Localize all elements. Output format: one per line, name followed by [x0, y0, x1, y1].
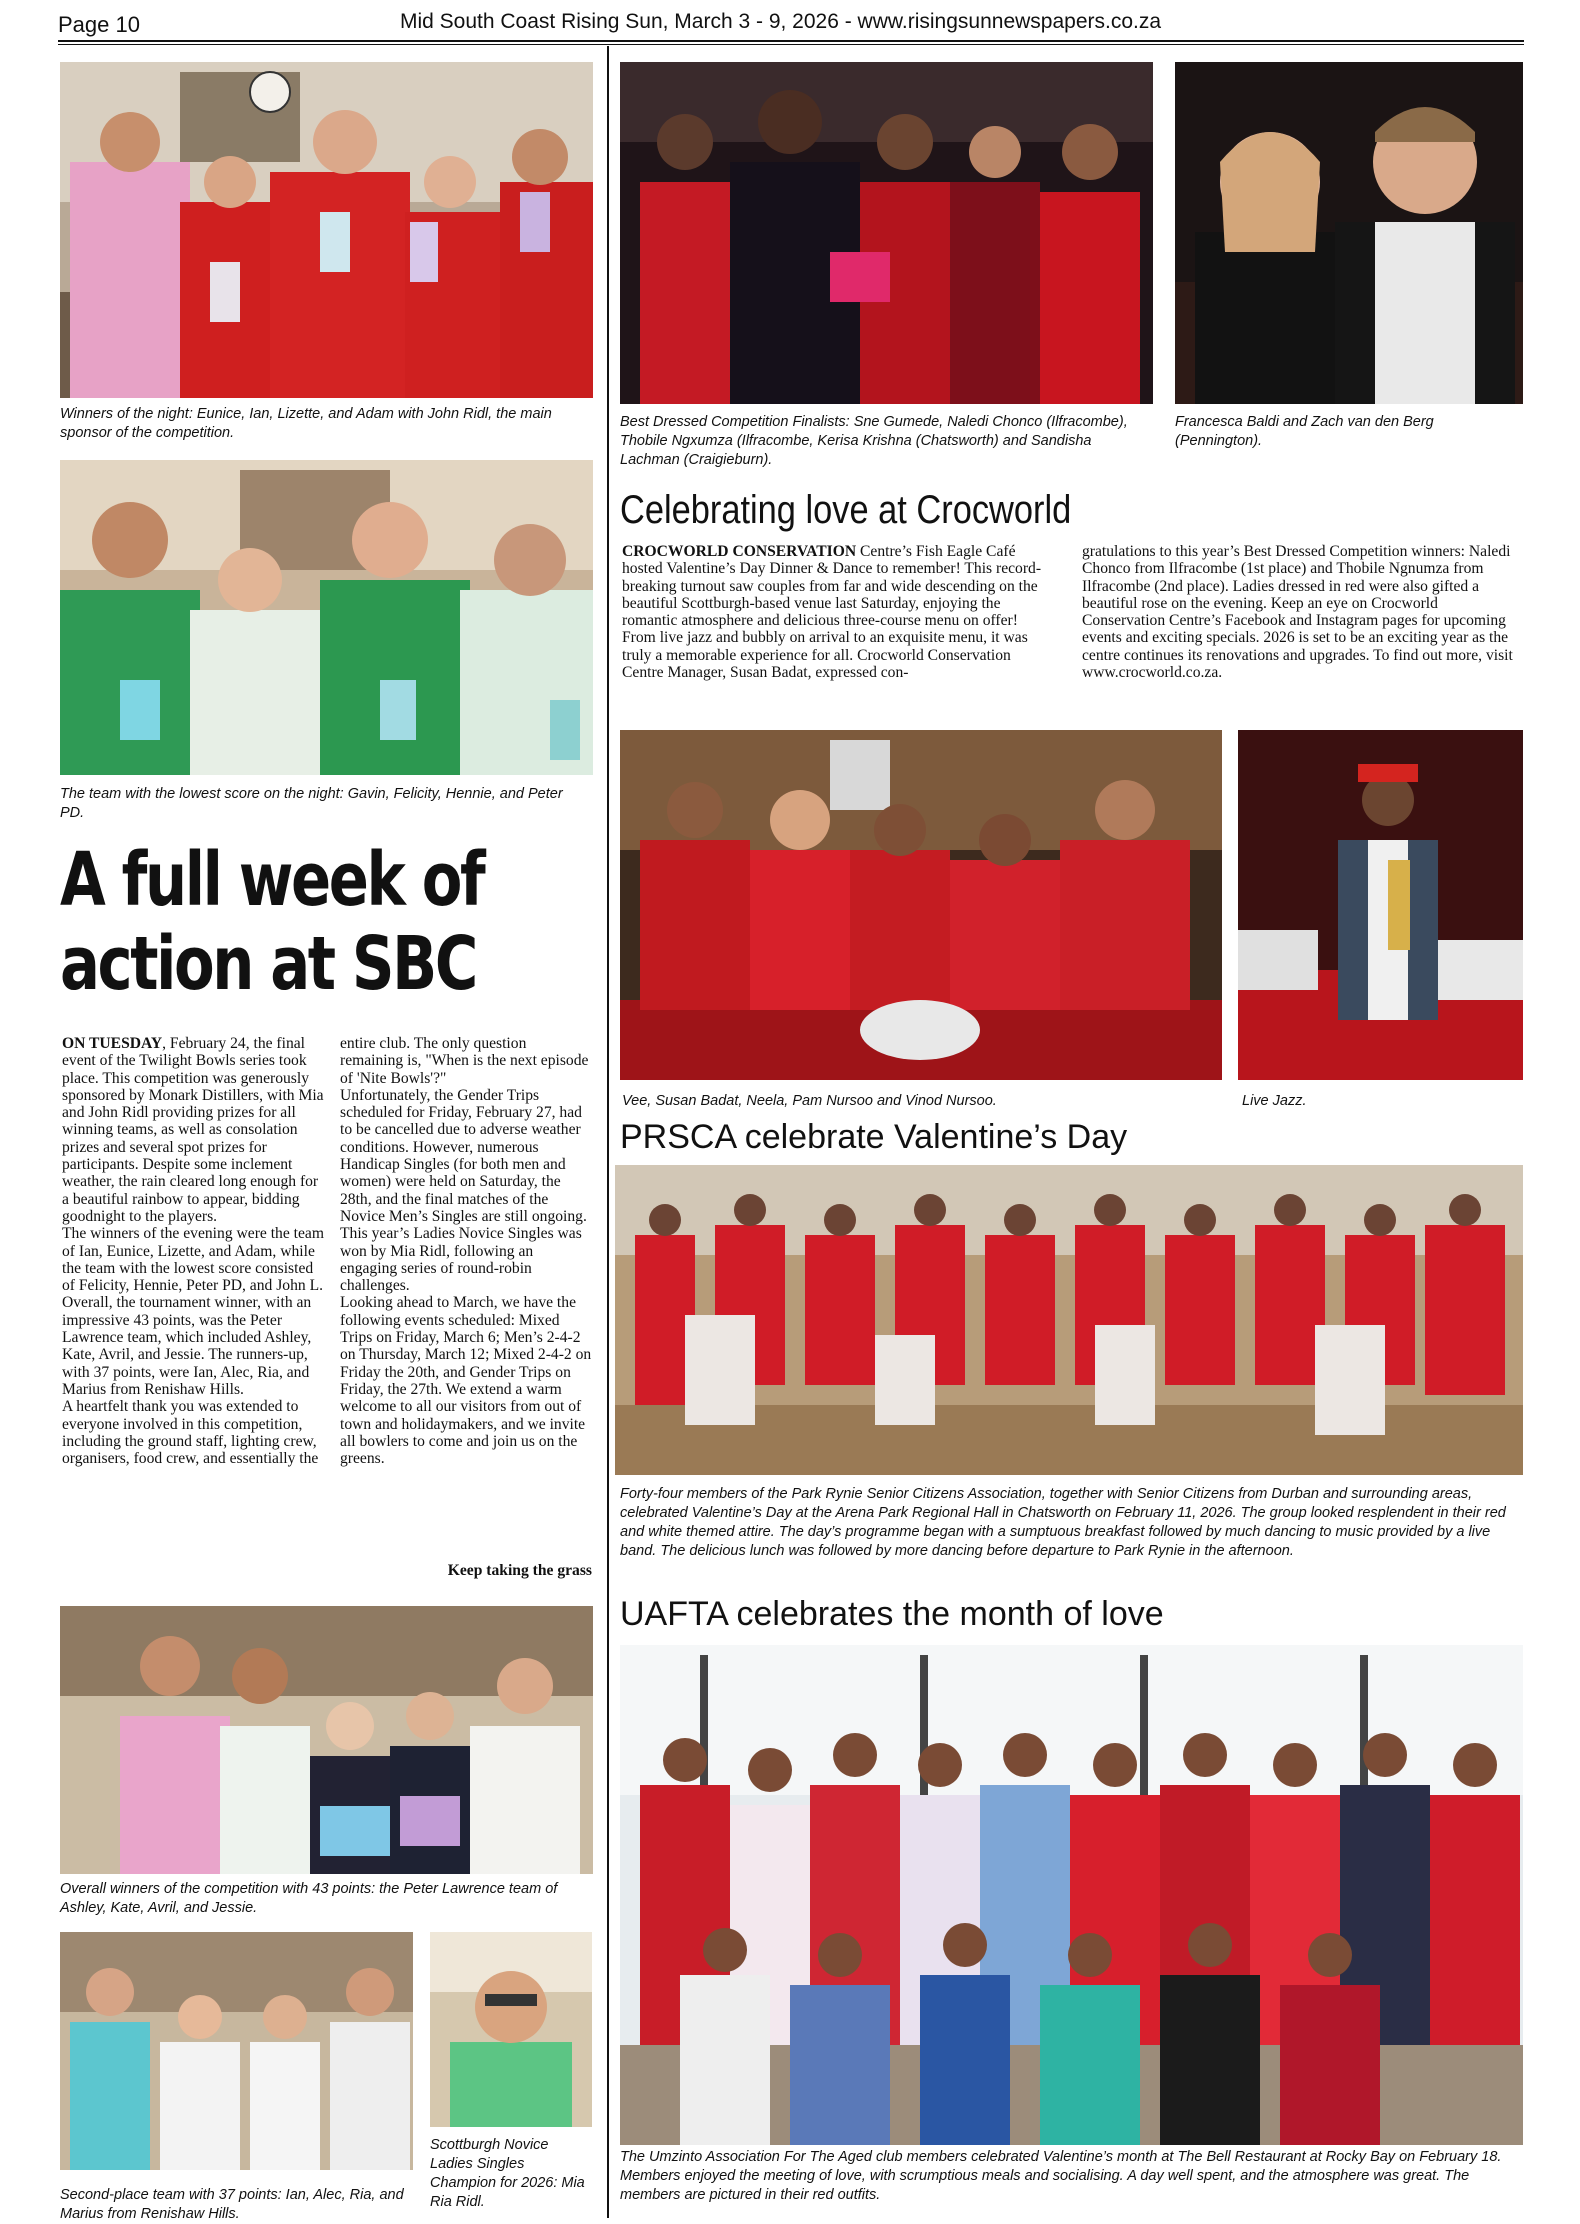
caption-best-dressed-finalists: Best Dressed Competition Finalists: Sne Gumede, Naledi Chonco (Ilfracombe), Thobile Ngxumza (Ilfracombe, Kerisa Krishna (Chatsworth) and Sandisha Lachman (Craigieburn).: [620, 414, 1128, 468]
photo-overall-winners: [60, 1606, 593, 1874]
uafta-headline: UAFTA celebrates the month of love: [620, 1595, 1164, 1633]
sbc-signoff: Keep taking the grass: [447, 1562, 592, 1579]
photo-lowest-score: [60, 460, 593, 775]
caption-mia-ridl: Scottburgh Novice Ladies Singles Champion for 2026: Mia Ria Ridl.: [430, 2137, 585, 2210]
photo-uafta-group: [620, 1645, 1523, 2145]
column-divider: [607, 46, 609, 2218]
caption-prsca: Forty-four members of the Park Rynie Senior Citizens Association, together with Senior Citizens from Durban and surrounding areas, celebrated Valentine’s Day at the Arena Park Regional Hall in Chatsworth on February 11, 2026. The group looked resplendent in their red and white themed attire. The day’s programme began with a sumptuous breakfast followed by much dancing to music provided by a live band. The delicious lunch was followed by more dancing before departure to Park Rynie in the afternoon.: [620, 1486, 1506, 1559]
caption-uafta: The Umzinto Association For The Aged club members celebrated Valentine’s month at The Bell Restaurant at Rocky Bay on February 18. Members enjoyed the meeting of love, with scrumptious meals and socialising. A day well spent, and the atmosphere was great. The members are pictured in their red outfits.: [620, 2149, 1502, 2203]
sbc-headline-line1: A full week of: [60, 837, 484, 923]
sbc-lead-in: ON TUESDAY: [62, 1035, 163, 1052]
photo-prsca-group: [615, 1165, 1523, 1475]
sbc-headline-line2: action at SBC: [60, 921, 476, 1007]
photo-winners: [60, 62, 593, 398]
caption-winners: Winners of the night: Eunice, Ian, Lizette, and Adam with John Ridl, the main sponsor of the competition.: [60, 406, 552, 441]
header-rule-thin: [58, 44, 1524, 45]
sbc-paragraph: Overall, the tournament winner, with an impressive 43 points, was the Peter Lawrence team, which included Ashley, Kate, Avril, and Jessie. The runners-up, with 37 points, were Ian, Alec, Ria, and Marius from Renishaw Hills.: [62, 1294, 312, 1398]
crocworld-article-column-2: [1082, 543, 1522, 681]
caption-second-place: Second-place team with 37 points: Ian, Alec, Ria, and Marius from Renishaw Hills.: [60, 2187, 404, 2222]
header-rule: [58, 40, 1524, 42]
crocworld-article-column-1: [622, 543, 1054, 681]
sbc-paragraph: This year’s Ladies Novice Singles was won by Mia Ridl, following an engaging series of round-robin challenges.: [340, 1225, 582, 1295]
caption-couple: Francesca Baldi and Zach van den Berg (Pennington).: [1175, 414, 1434, 449]
caption-live-jazz: Live Jazz.: [1242, 1093, 1307, 1109]
sbc-paragraph: The winners of the evening were the team of Ian, Eunice, Lizette, and Adam, while the team with the lowest score consisted of Felicity, Hennie, Peter PD, and John L.: [62, 1225, 324, 1295]
sbc-paragraph: entire club. The only question remaining is, "When is the next episode of 'Nite Bowls'?": [340, 1035, 589, 1087]
photo-mia-ridl: [430, 1932, 592, 2127]
photo-second-place: [60, 1932, 413, 2170]
masthead-title: Mid South Coast Rising Sun, March 3 - 9, 2026 - www.risingsunnewspapers.co.za: [400, 10, 1162, 33]
crocworld-paragraph: gratulations to this year’s Best Dressed Competition winners: Naledi Chonco from Ilfracombe (1st place) and Thobile Ngnumza from Ilfracombe (2nd place). Ladies dressed in red were also gifted a beautiful rose on the evening. Keep an eye on Crocworld Conservation Centre’s Facebook and Instagram pages for upcoming events and exciting specials. 2026 is set to be an exciting year as the centre continues its renovations and upgrades. To find out more, visit www.crocworld.co.za.: [1082, 543, 1513, 682]
sbc-article-column-2: [340, 1035, 592, 1467]
page-number: Page 10: [58, 12, 140, 37]
crocworld-headline: Celebrating love at Crocworld: [620, 488, 1072, 532]
sbc-paragraph: , February 24, the final event of the Twilight Bowls series took place. This competition was generously sponsored by Monark Distillers, with Mia and John Ridl providing prizes for all winning teams, as well as consolation prizes and several spot prizes for participants. Despite some inclement weather, the rain cleared long enough for a beautiful rainbow to appear, bidding goodnight to the players.: [62, 1035, 324, 1225]
photo-best-dressed-finalists: [620, 62, 1153, 404]
prsca-headline: PRSCA celebrate Valentine’s Day: [620, 1118, 1128, 1156]
caption-lowest-score: The team with the lowest score on the night: Gavin, Felicity, Hennie, and Peter PD.: [60, 786, 563, 821]
sbc-article-column-1: [62, 1035, 324, 1467]
caption-overall-winners: Overall winners of the competition with 43 points: the Peter Lawrence team of Ashley, Kate, Avril, and Jessie.: [60, 1881, 558, 1916]
photo-couple: [1175, 62, 1523, 404]
crocworld-paragraph: Centre’s Fish Eagle Café hosted Valentine’s Day Dinner & Dance to remember! This record-breaking turnout saw couples from far and wide descending on the beautiful Scottburgh-based venue last Saturday, enjoying the romantic atmosphere and delicious three-course menu on offer!: [622, 543, 1042, 630]
crocworld-paragraph: From live jazz and bubbly on arrival to an exquisite menu, it was truly a memorable experience for all. Crocworld Conservation Centre Manager, Susan Badat, expressed con-: [622, 629, 1028, 682]
sbc-paragraph: Looking ahead to March, we have the following events scheduled: Mixed Trips on Friday, March 6; Men’s 2-4-2 on Thursday, March 12; Mixed 2-4-2 on Friday the 20th, and Gender Trips on Friday, the 27th. We extend a warm welcome to all our visitors from out of town and holidaymakers, and we invite all bowlers to come and join us on the greens.: [340, 1294, 592, 1468]
photo-live-jazz: [1238, 730, 1523, 1080]
caption-vee-susan-badat: Vee, Susan Badat, Neela, Pam Nursoo and Vinod Nursoo.: [622, 1093, 997, 1109]
sbc-paragraph: Unfortunately, the Gender Trips scheduled for Friday, February 27, had to be cancelled due to adverse weather conditions. However, numerous Handicap Singles (for both men and women) were held on Saturday, the 28th, and the final matches of the Novice Men’s Singles are still ongoing.: [340, 1086, 587, 1225]
sbc-paragraph: A heartfelt thank you was extended to everyone involved in this competition, including the ground staff, lighting crew, organisers, food crew, and essentially the: [62, 1398, 319, 1468]
crocworld-lead-in: CROCWORLD CONSERVATION: [622, 543, 857, 560]
photo-vee-susan-badat: [620, 730, 1222, 1080]
